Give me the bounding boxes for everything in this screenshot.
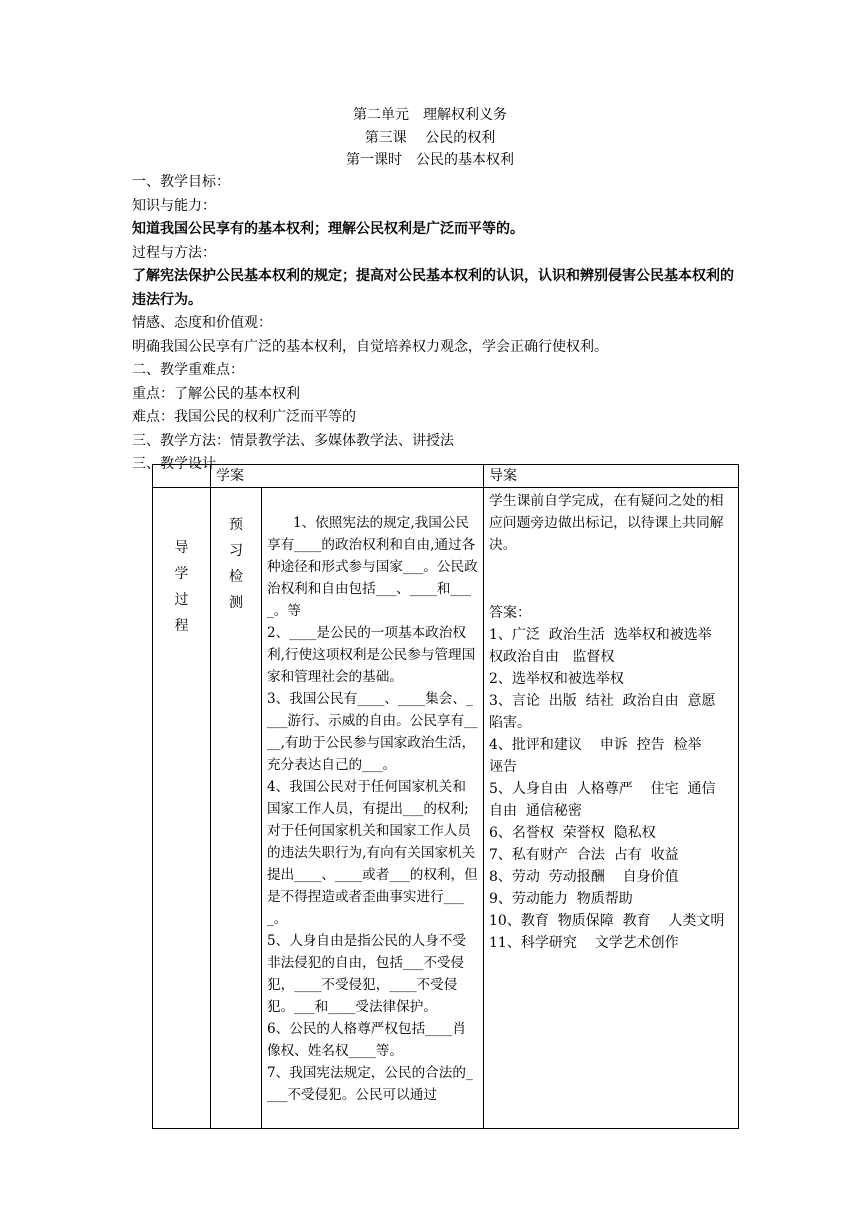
vertical-char: 检 bbox=[229, 569, 243, 585]
guide-text: 学生课前自学完成，在有疑问之处的相应问题旁边做出标记，以待课上共同解决。 bbox=[489, 493, 724, 553]
vertical-char: 导 bbox=[174, 540, 189, 556]
questions-text: 1、依照宪法的规定,我国公民享有____的政治权利和自由,通过各种途径和形式参与国家___。公民政治权利和自由包括___、____和____。等 2、____是公民的一项基本政治权利,行使这项权利是公民参与管理国家和管理社会的基础。 3、我国公民有____、____集会、____游行、示威的自由。公民享有____,有助于公民参与国家政治生活，充分表达自己的___。 4、我国公民对于任何国家机关和国家工作人员，有提出___的权利;对于任何国家机关和国家工作人员的违法失职行为,有向有关国家机关提出____、____或者___的权利，但是不得捏造或者歪曲事实进行____。 5、人身自由是指公民的人身不受非法侵犯的自由，包括___不受侵犯，____不受侵犯，____不受侵犯。___和____受法律保护。 6、公民的人格尊严权包括____肖像权、姓名权____等。 7、我国宪法规定，公民的合法的____不受侵犯。公民可以通过 bbox=[267, 515, 478, 1103]
vertical-char: 过 bbox=[174, 592, 189, 608]
guide-cell bbox=[484, 488, 739, 1129]
answer-list bbox=[489, 624, 733, 954]
answer-line: 10、教育 物质保障 教育 人类文明 bbox=[489, 913, 725, 929]
table-header-daoan: 导案 bbox=[484, 465, 739, 488]
table-header-row bbox=[153, 465, 739, 488]
process-label-cell bbox=[153, 488, 211, 1129]
vertical-char: 习 bbox=[229, 543, 243, 559]
preview-label-cell bbox=[211, 488, 262, 1129]
answer-line: 权政治自由 监督权 bbox=[489, 649, 615, 665]
table-header-empty bbox=[153, 465, 211, 488]
answer-line: 5、人身自由 人格尊严 住宅 通信 bbox=[489, 781, 716, 797]
answer-line: 4、批评和建议 申诉 控告 检举 bbox=[489, 737, 702, 753]
knowledge-label: 知识与能力： bbox=[132, 197, 216, 214]
answer-line: 陷害。 bbox=[489, 715, 531, 731]
questions-cell bbox=[262, 488, 484, 1129]
table-header-xuean: 学案 bbox=[211, 465, 484, 488]
knowledge-text: 知道我国公民享有的基本权利；理解公民权利是广泛而平等的。 bbox=[132, 221, 524, 237]
answer-label: 答案： bbox=[489, 605, 531, 621]
difficult-point: 难点：我国公民的权利广泛而平等的 bbox=[132, 409, 356, 425]
unit-title: 第二单元 理解权利义务 bbox=[353, 107, 507, 123]
answer-line: 7、私有财产 合法 占有 收益 bbox=[489, 847, 679, 863]
objectives-section bbox=[132, 171, 742, 477]
answer-line: 诬告 bbox=[489, 759, 517, 775]
answer-line: 1、广泛 政治生活 选举权和被选举 bbox=[489, 627, 712, 643]
answer-line: 6、名誉权 荣誉权 隐私权 bbox=[489, 825, 656, 841]
vertical-char: 测 bbox=[229, 595, 243, 611]
period-title: 第一课时 公民的基本权利 bbox=[346, 152, 514, 168]
lesson-titles bbox=[0, 104, 860, 172]
table-row bbox=[153, 488, 739, 1129]
heading-design: 三、教学设计 bbox=[132, 456, 216, 472]
answer-line: 自由 通信秘密 bbox=[489, 803, 582, 819]
process-label: 过程与方法： bbox=[132, 244, 216, 261]
answer-line: 9、劳动能力 物质帮助 bbox=[489, 891, 633, 907]
heading-objectives: 一、教学目标： bbox=[132, 174, 230, 190]
design-table bbox=[152, 464, 739, 1129]
emotion-text: 明确我国公民享有广泛的基本权利，自觉培养权力观念，学会正确行使权利。 bbox=[132, 338, 608, 355]
spacer bbox=[489, 556, 733, 602]
process-text: 了解宪法保护公民基本权利的规定；提高对公民基本权利的认识，认识和辨别侵害公民基本权利的违法行为。 bbox=[132, 268, 734, 308]
vertical-char: 预 bbox=[229, 517, 243, 533]
lesson-title: 第三课 公民的权利 bbox=[364, 129, 496, 146]
heading-key-points: 二、教学重难点： bbox=[132, 362, 244, 378]
vertical-char: 学 bbox=[174, 566, 189, 582]
answer-line: 8、劳动 劳动报酬 自身价值 bbox=[489, 869, 679, 885]
heading-methods: 三、教学方法：情景教学法、多媒体教学法、讲授法 bbox=[132, 432, 454, 449]
answer-line: 11、科学研究 文学艺术创作 bbox=[489, 935, 679, 951]
answer-line: 2、选举权和被选举权 bbox=[489, 671, 624, 687]
vertical-char: 程 bbox=[174, 618, 189, 634]
key-point: 重点：了解公民的基本权利 bbox=[132, 385, 300, 402]
emotion-label: 情感、态度和价值观： bbox=[132, 315, 272, 331]
answer-line: 3、言论 出版 结社 政治自由 意愿 bbox=[489, 693, 716, 709]
